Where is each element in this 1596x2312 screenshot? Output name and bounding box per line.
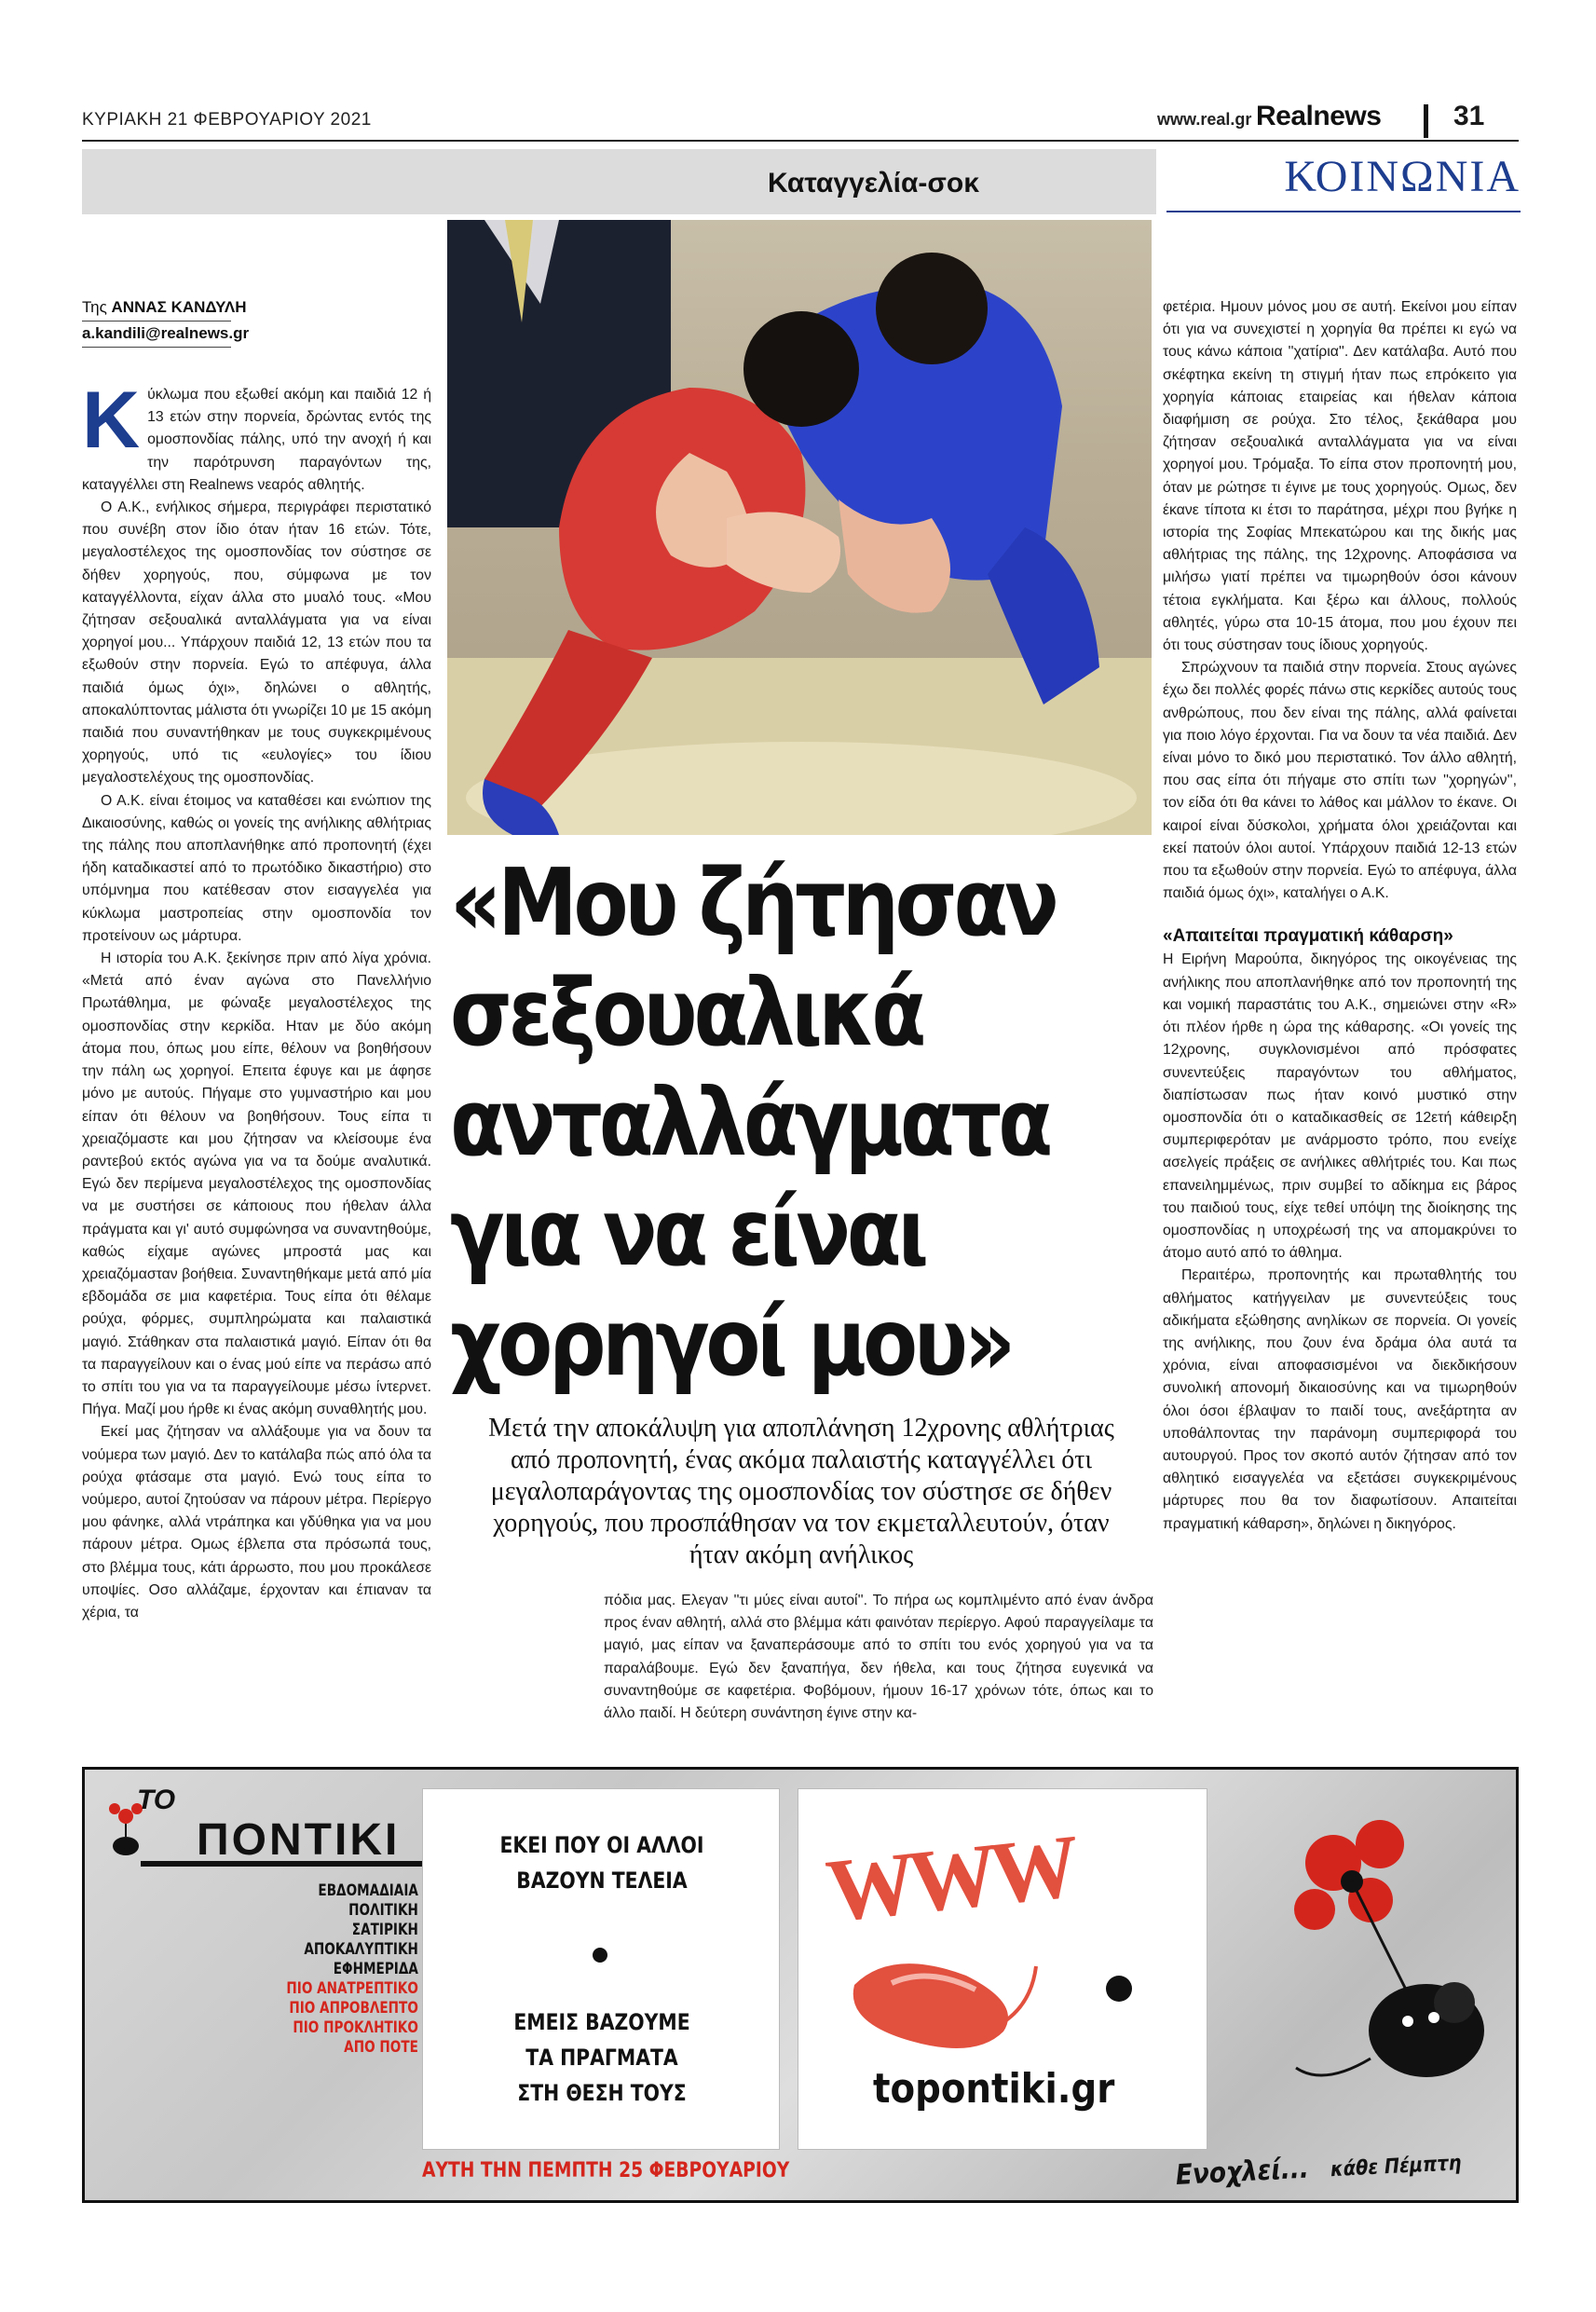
header-separator	[1424, 104, 1428, 138]
subheading: «Απαιτείται πραγματική κάθαρση»	[1163, 926, 1453, 947]
article-paragraph: Η ιστορία του Α.Κ. ξεκίνησε πριν από λίγα χρόνια. «Μετά από έναν αγώνα στο Πανελλήνιο Πρωτάθλημα, με φώναξε μεγαλοστέλεχος της ομοσπονδίας στην κερκίδα. Ηταν με δύο ακόμη άτομα που, όπως μου είπε, θέλουν να βοηθήσουν την πάλη ως χορηγοί. Επειτα έφυγε και με άφησε μόνο με αυτούς. Πήγαμε στο γυμναστήριο και μου είπαν ότι θέλουν να βοηθήσουν. Τους είπα τι χρειαζόμαστε και μου ζήτησαν να κλείσουμε ένα ραντεβού εκτός αγώνα για να τα δούμε αναλυτικά. Εγώ δεν περίμενα μεγαλοστέλεχος της ομοσπονδίας να με συστήσει σε κάποιους που ήθελαν άλλα πράγματα και γι' αυτό συμφώνησα να συναντηθούμε, καθώς είχαμε αγώνες μπροστά μας και χρειαζόμασταν βοήθεια. Συναντηθήκαμε μετά από μία εβδομάδα σε μια καφετέρια. Τους είπα ότι θέλαμε ρούχα, φόρμες, συμπληρώματα και παλαιστικά μαγιό. Στάθηκαν στα παλαιστικά μαγιό. Είπαν ότι θα τα παραγγείλουν και ο ένας μού είπε να περάσω από το σπίτι του για να τα παραγγείλουμε μέσω ίντερνετ. Πήγα. Μαζί μου ήρθε κι ένας ακόμη συναθλητής μου.	[82, 951, 431, 1418]
byline-prefix: Της	[82, 298, 107, 316]
site-url[interactable]: www.real.gr	[1157, 110, 1252, 129]
ad-tagline: ΠΟΛΙΤΙΚΗ	[348, 1901, 418, 1920]
article-column-3	[1163, 296, 1517, 1536]
ad-slogan-line: ΤΑ ΠΡΑΓΜΑΤΑ	[525, 2045, 678, 2071]
kicker-label: Καταγγελία-σοκ	[767, 168, 979, 198]
mouse-mascot-icon	[1268, 1807, 1501, 2105]
article-paragraph: Ο Α.Κ. είναι έτοιμος να καταθέσει και ενώπιον της Δικαιοσύνης, καθώς οι γονείς της ανήλικης αθλήτριας της πάλης που αποπλανήθηκε από προπονητή (έχει ήδη καταδικαστεί από το πρωτόδικο δικαστήριο) στο υπόμνημα που κατέθεσαν στον εισαγγελέα για κύκλωμα μαστροπείας στην ομοσπονδία τον προτείνουν ως μάρτυρα.	[82, 792, 431, 944]
pontiki-advertisement[interactable]	[82, 1767, 1519, 2203]
brand-logo: Realnews	[1256, 101, 1382, 131]
ad-tagline: ΑΠΟΚΑΛΥΠΤΙΚΗ	[304, 1940, 418, 1959]
ad-tagline: ΕΦΗΜΕΡΙΔΑ	[333, 1960, 418, 1978]
byline-email[interactable]: a.kandili@realnews.gr	[82, 324, 250, 342]
ad-slogan-box	[422, 1788, 780, 2150]
article-paragraph: πόδια μας. Ελεγαν ''τι μύες είναι αυτοί''. Το πήρα ως κομπλιμέντο από έναν άνδρα προς έναν αθλητή, αλλά στο βλέμμα κάτι φαινόταν περίεργο. Αφού παραγγείλαμε τα μαγιό, μας είπαν να ξαναπεράσουμε από το σπίτι του ενός χορηγού για να τα παραλάβουμε. Εγώ δεν ξαναπήγα, δεν ήθελα, και τους ζήτησα ευγενικά να συναντηθούμε σε καφετέρια. Φοβόμουν, ήμουν 16-17 χρόνων τότε, όπως και το άλλο παιδί. Η δεύτερη συνάντηση έγινε στην κα-	[604, 1593, 1153, 1722]
ad-logo: ΠΟΝΤΙΚΙ	[141, 1814, 431, 1867]
headline-line: «Μου ζήτησαν	[450, 848, 1056, 957]
ad-tagline-red: ΠΙΟ ΑΝΑΤΡΕΠΤΙΚΟ	[286, 1979, 418, 1998]
section-title: ΚΟΙΝΩΝΙΑ	[1284, 152, 1521, 201]
ad-slogan-line: ΒΑΖΟΥΝ ΤΕΛΕΙΑ	[516, 1867, 688, 1894]
computer-mouse-icon	[836, 1948, 1041, 2059]
red-wrestler-head	[743, 311, 859, 427]
headline-line: χορηγοί μου»	[450, 1288, 1012, 1397]
ad-slogan-line: ΕΚΕΙ ΠΟΥ ΟΙ ΑΛΛΟΙ	[499, 1832, 704, 1858]
wrestlers-illustration	[447, 220, 1152, 835]
paragraph-text: ύκλωμα που εξωθεί ακόμη και παιδιά 12 ή 13 ετών στην πορνεία, δρώντας εντός της ομοσπονδίας πάλης, υπό την ανοχή ή και την παρότρυνση παραγόντων της, καταγγέλλει στη Realnews νεαρός αθλητής.	[82, 387, 431, 493]
ad-closing-slogan	[1175, 2144, 1462, 2192]
ad-tagline: ΣΑΤΙΡΙΚΗ	[351, 1921, 418, 1939]
section-rule	[1166, 211, 1521, 212]
ad-tagline-list	[286, 1881, 418, 2058]
issue-date: ΚΥΡΙΑΚΗ 21 ΦΕΒΡΟΥΑΡΙΟΥ 2021	[82, 110, 372, 130]
headline-line: σεξουαλικά	[450, 958, 923, 1067]
article-paragraph: Περαιτέρω, προπονητής και πρωταθλητής του αθλήματος κατήγγειλαν με συνεντεύξεις τους αδικήματα εξώθησης ανηλίκων σε πορνεία. Οι γονείς της ανήλικης, που ζουν ένα δράμα όλα αυτά τα χρόνια, είναι αποφασισμένοι να διεκδικήσουν συνολική απονομή δικαιοσύνης και να τιμωρηθούν όλοι όσοι έβλαψαν το παιδί τους, ανεξάρτητα αν υποθάλποντας την παράνομη συμπεριφορά του αυτουργού. Προς τον σκοπό αυτόν ζήτησαν από τον αθλητικό εισαγγελέα να εξετάσει συγκεκριμένους μάρτυρες που θα τον διαφωτίσουν. Απαιτείται πραγματική κάθαρση», δηλώνει η δικηγόρος.	[1163, 1267, 1517, 1532]
article-paragraph: Ο Α.Κ., ενήλικος σήμερα, περιγράφει περιστατικό που συνέβη στον ίδιο όταν ήταν 16 ετών. Τότε, μεγαλοστέλεχος της ομοσπονδίας τον σύστησε σε δήθεν χορηγούς, που, σύμφωνα με τον καταγγέλλοντα, είχαν άλλα στο μυαλό τους. «Μου ζήτησαν σεξουαλικά ανταλλάγματα για να είναι χορηγοί μου... Υπάρχουν παιδιά 12, 13 ετών που τα εξωθούν στην πορνεία. Εγώ το απέφυγα, άλλα παιδιά όμως όχι», δηλώνει ο αθλητής, αποκαλύπτοντας μάλιστα ότι γνωρίζει 10 με 15 ακόμη παιδιά που συναντήθηκαν με τους συγκεκριμένους χορηγούς, υπό τις «ευλογίες» του ίδιου μεγαλοστελέχους της ομοσπονδίας.	[82, 499, 431, 787]
article-paragraph: Σπρώχνουν τα παιδιά στην πορνεία. Στους αγώνες έχω δει πολλές φορές πάνω στις κερκίδες αυτούς τους ανθρώπους, που δεν είναι της πάλης, αλλά φαίνεται για ποιο λόγο έρχονται. Για να δουν τα νέα παιδιά. Δεν είναι μόνο το δικό μου περιστατικό. Τον άλλο αθλητή, που σας είπα ότι πήγαμε στο σπίτι των ''χορηγών'', τον είδα ότι θα κάνει το λάθος και μάλλον το έκανε. Οι καιροί είναι δύσκολοι, χρήματα όλοι χρειάζονται και εκεί πατούν όλοι αυτοί. Υπάρχουν παιδιά 12-13 ετών που τα εξωθούν στην πορνεία. Εγώ το απέφυγα, άλλα παιδιά όμως όχι», καταλήγει ο Α.Κ.	[1163, 660, 1517, 902]
ad-tagline: ΕΒΔΟΜΑΔΙΑΙΑ	[318, 1881, 418, 1900]
page-number: 31	[1453, 101, 1485, 131]
blue-wrestler-head	[876, 253, 988, 364]
ad-website-box[interactable]	[798, 1788, 1207, 2150]
headline-line: για να είναι	[450, 1178, 925, 1287]
ad-tagline-red: ΑΠΟ ΠΟΤΕ	[344, 2038, 418, 2057]
kicker-bar	[82, 149, 1156, 214]
byline	[82, 298, 246, 317]
headline-line: ανταλλάγματα	[450, 1068, 1049, 1177]
header-rule	[82, 140, 1519, 142]
ad-release-date: ΑΥΤΗ ΤΗΝ ΠΕΜΠΤΗ 25 ΦΕΒΡΟΥΑΡΙΟΥ	[422, 2159, 790, 2182]
drop-cap: Κ	[82, 376, 141, 465]
headline	[450, 848, 1059, 1398]
ad-slogan-sub: κάθε Πέμπτη	[1330, 2151, 1463, 2182]
ad-slogan-main: Ενοχλεί...	[1175, 2152, 1310, 2192]
article-paragraph	[82, 376, 431, 497]
article-column-2	[604, 1590, 1153, 1725]
ad-slogan-line: ΕΜΕΙΣ ΒΑΖΟΥΜΕ	[513, 2009, 690, 2035]
article-column-1	[82, 376, 431, 1624]
ad-tagline-red: ΠΙΟ ΑΠΡΟΒΛΕΠΤΟ	[289, 1999, 418, 2018]
ad-website-url[interactable]: topontiki.gr	[873, 2065, 1115, 2113]
ad-www-graphic: WWW	[822, 1815, 1077, 1941]
ad-tagline-red: ΠΙΟ ΠΡΟΚΛΗΤΙΚΟ	[293, 2018, 418, 2037]
article-paragraph: φετέρια. Ημουν μόνος μου σε αυτή. Εκείνοι μου είπαν ότι για να συνεχιστεί η χορηγία θα πρέπει κι εγώ να τους κάνω κάποια ''χατίρια''. Δεν κατάλαβα. Αυτό που σκέφτηκα εκείνη τη στιγμή ήταν πως επρόκειτο για χορηγία κάποιας εταιρείας και ήθελαν κάποια διαφήμιση σε ρούχα. Στο τέλος, ξεκάθαρα μου ζήτησαν σεξουαλικά ανταλλάγματα για να είναι χορηγοί μου. Τρόμαξα. Το είπα στον προπονητή μου, όταν με ρώτησε τι έγινε με τους χορηγούς. Ομως, δεν έκανε τίποτα κι έτσι το παράτησα, μέχρι που βγήκε η ιστορία της Σοφίας Μπεκατώρου και της δικής μας αθλήτριας της πάλης, της 12χρονης. Αποφάσισα να μιλήσω γιατί πρέπει να τιμωρηθούν όσοι κάνουν τέτοια εγκλήματα. Και ξέρω και άλλους, πολλούς αθλητές, γύρω στα 10-15 άτομα, που μου έχουν πει ότι τους σύστησαν τους ίδιους χορηγούς.	[1163, 299, 1517, 654]
ad-logo-prefix: ΤΟ	[137, 1785, 176, 1815]
ad-slogan-line: ΣΤΗ ΘΕΣΗ ΤΟΥΣ	[517, 2080, 687, 2106]
wrestling-photo	[447, 220, 1152, 835]
deck-subtitle: Μετά την αποκάλυψη για αποπλάνηση 12χρονης αθλήτριας από προπονητή, ένας ακόμα παλαιστής καταγγέλλει ότι μεγαλοπαράγοντας της ομοσπονδίας τον σύστησε σε δήθεν χορηγούς, που προσπάθησαν να τον εκμεταλλευτούν, όταν ήταν ακόμη ανήλικος	[488, 1414, 1114, 1569]
byline-author: ΑΝΝΑΣ ΚΑΝΔΥΛΗ	[111, 298, 247, 316]
ad-full-stop-dot	[593, 1948, 607, 1963]
article-paragraph: Εκεί μας ζήτησαν να αλλάξουμε για να δουν τα νούμερα των μαγιό. Δεν το κατάλαβα πώς από όλα τα ρούχα φτάσαμε στα μαγιό. Ενώ τους είπα το νούμερο, αυτοί ζητούσαν να πάρουν μέτρα. Περίεργο μου φάνηκε, αλλά ντράπηκα και γδύθηκα για να μου πάρουν μέτρα. Ομως έβλεπα στα πρόσωπά τους, στο βλέμμα τους, κάτι άρρωστο, που μου προκάλεσε υποψίες. Οσο αλλάζαμε, έρχονταν και έπιαναν τα χέρια, τα	[82, 1424, 431, 1621]
byline-rule-2	[82, 347, 231, 348]
ad-dot-large	[1106, 1976, 1132, 2002]
article-paragraph: Η Ειρήνη Μαρούπα, δικηγόρος της οικογένειας της ανήλικης που αποπλανήθηκε από τον προπονητή της και νομική παραστάτις του Α.Κ., σημειώνει στην «R» ότι πλέον ήρθε η ώρα της κάθαρσης. «Οι γονείς της 12χρονης, συγκλονισμένοι από πρόσφατες συνεντεύξεις παραγόντων του αθλήματος, διαπίστωσαν πως ήταν κοινό μυστικό στην ομοσπονδία ότι ο καταδικασθείς σε 12ετή κάθειρξη συμπεριφερόταν με ανάρμοστο τρόπο, που ενείχε ασελγείς πράξεις σε ανήλικες αθλήτριές του. Και πως επανειλημμένως, πριν συμβεί το αδίκημα εις βάρος του παιδιού τους, είχε τεθεί υπόψη της διοίκησης της ομοσπονδίας η υποχρέωσή της να απομακρύνει το άτομο αυτό από το άθλημα.	[1163, 951, 1517, 1262]
